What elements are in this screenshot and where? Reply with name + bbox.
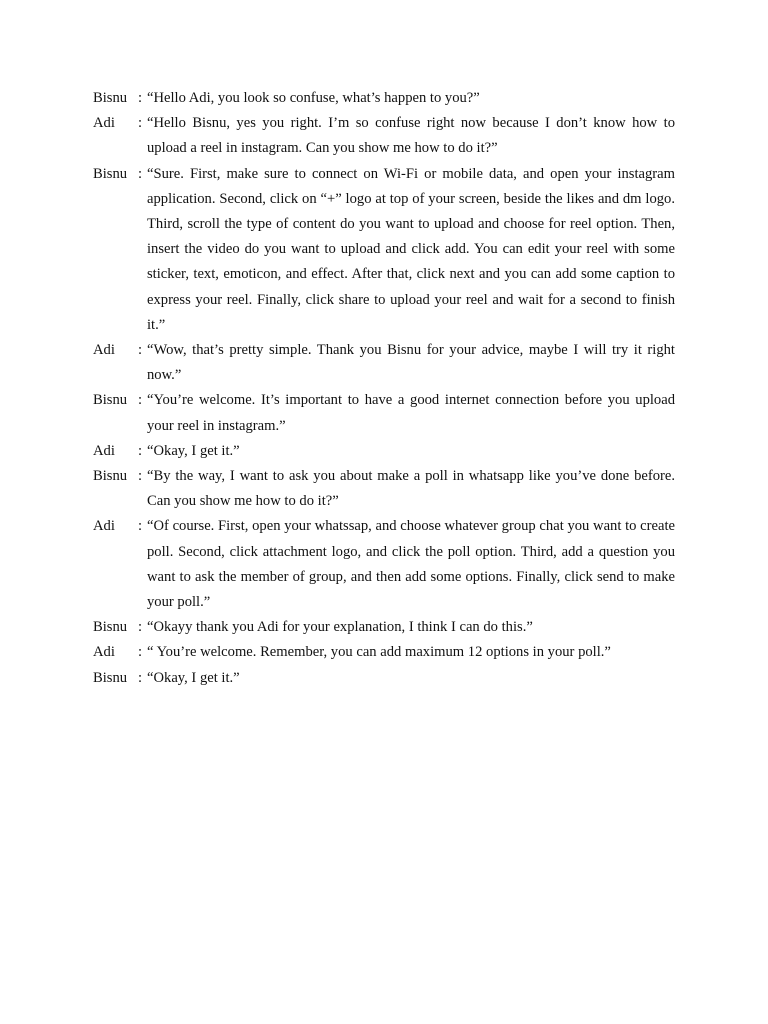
dialogue-text: “By the way, I want to ask you about make a poll in whatsapp like you’ve done before. Can you show me how to do it?” [147, 468, 675, 510]
speaker-name: Bisnu [93, 90, 128, 106]
colon-separator: : [138, 518, 143, 535]
colon-separator: : [138, 90, 143, 106]
dialogue-text: “Hello Adi, you look so confuse, what’s happen to you?” [147, 90, 480, 106]
speaker-name: Bisnu [93, 392, 128, 409]
colon-separator: : [138, 165, 143, 182]
dialogue-line [93, 86, 675, 111]
dialogue-line [93, 388, 675, 438]
speaker-name: Adi [93, 115, 115, 132]
speaker-name: Adi [93, 342, 115, 359]
dialogue-text: “Wow, that’s pretty simple. Thank you Bisnu for your advice, maybe I will try it right now.” [147, 342, 675, 384]
colon-separator: : [138, 392, 143, 409]
dialogue-line [93, 666, 675, 691]
speaker-name: Adi [93, 442, 115, 459]
dialogue-text: “Okay, I get it.” [147, 442, 240, 459]
dialogue-line [93, 640, 675, 665]
speaker-name: Bisnu [93, 669, 128, 686]
speaker-name: Bisnu [93, 468, 128, 485]
dialogue-transcript [93, 86, 675, 691]
dialogue-text: “ You’re welcome. Remember, you can add maximum 12 options in your poll.” [147, 644, 611, 661]
dialogue-line [93, 111, 675, 161]
dialogue-line [93, 514, 675, 615]
colon-separator: : [138, 468, 143, 485]
dialogue-text: “Hello Bisnu, yes you right. I’m so confuse right now because I don’t know how to upload a reel in instagram. Can you show me how to do it?” [147, 115, 675, 157]
colon-separator: : [138, 115, 143, 132]
dialogue-line [93, 439, 675, 464]
dialogue-text: “Of course. First, open your whatssap, and choose whatever group chat you want to create poll. Second, click attachment logo, and click the poll option. Third, add a question you want to ask the member of group, and then add some options. Finally, click send to make your poll.” [147, 518, 675, 611]
dialogue-text: “Sure. First, make sure to connect on Wi-Fi or mobile data, and open your instagram application. Second, click on “+” logo at top of your screen, beside the likes and dm logo. Third, scroll the type of content do you want to upload and choose for reel option. Then, insert the video do you want to upload and click add. You can edit your reel with some sticker, text, emoticon, and effect. After that, click next and you can add some caption to express your reel. Finally, click share to upload your reel and wait for a second to finish it.” [147, 165, 675, 333]
dialogue-line [93, 615, 675, 640]
dialogue-text: “You’re welcome. It’s important to have a good internet connection before you upload your reel in instagram.” [147, 392, 675, 434]
colon-separator: : [138, 342, 143, 359]
dialogue-line [93, 162, 675, 338]
dialogue-line [93, 338, 675, 388]
dialogue-text: “Okayy thank you Adi for your explanation, I think I can do this.” [147, 619, 533, 636]
speaker-name: Bisnu [93, 619, 128, 636]
dialogue-text: “Okay, I get it.” [147, 669, 240, 686]
speaker-name: Bisnu [93, 165, 128, 182]
colon-separator: : [138, 442, 143, 459]
speaker-name: Adi [93, 644, 115, 661]
colon-separator: : [138, 644, 143, 661]
colon-separator: : [138, 669, 143, 686]
speaker-name: Adi [93, 518, 115, 535]
dialogue-line [93, 464, 675, 514]
colon-separator: : [138, 619, 143, 636]
